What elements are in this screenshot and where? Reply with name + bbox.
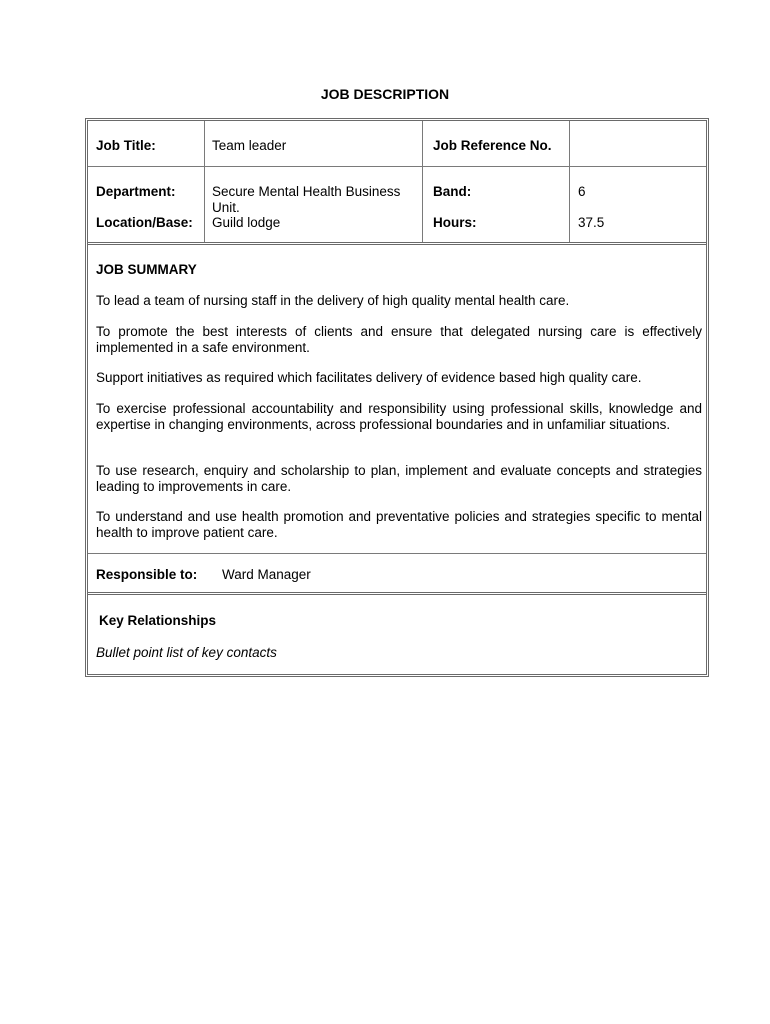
summary-paragraph: Support initiatives as required which facilitates delivery of evidence based high quality care. — [96, 370, 642, 385]
section-divider — [88, 242, 706, 245]
job-title-label: Job Title: — [96, 138, 156, 153]
responsible-to-label: Responsible to: — [96, 567, 198, 582]
department-value — [212, 184, 400, 215]
job-reference-label: Job Reference No. — [433, 138, 552, 153]
summary-paragraph: To promote the best interests of clients and ensure that delegated nursing care is effectively implemented in a safe environment. — [96, 324, 702, 355]
job-description-table — [85, 118, 709, 677]
job-summary-heading: JOB SUMMARY — [96, 262, 197, 277]
department-label: Department: — [96, 184, 176, 199]
key-relationships-heading: Key Relationships — [99, 613, 217, 628]
key-contacts-note: Bullet point list of key contacts — [96, 645, 277, 660]
responsible-to-value: Ward Manager — [222, 567, 311, 582]
band-value: 6 — [578, 184, 586, 199]
location-label: Location/Base: — [96, 215, 193, 230]
summary-paragraph: To exercise professional accountability and responsibility using professional skills, knowledge and expertise in changing environments, across professional boundaries and in unfamiliar situations. — [96, 401, 702, 432]
summary-paragraph: To understand and use health promotion and preventative policies and strategies specific to mental health to improve patient care. — [96, 509, 702, 540]
department-value-line-2: Unit. — [212, 199, 240, 215]
summary-paragraph: To use research, enquiry and scholarship to plan, implement and evaluate concepts and strategies leading to improvements in care. — [96, 463, 702, 494]
hours-value: 37.5 — [578, 215, 605, 230]
hours-label: Hours: — [433, 215, 477, 230]
row-divider — [88, 166, 706, 167]
column-divider — [569, 121, 570, 243]
row-divider — [88, 553, 706, 554]
summary-paragraph: To lead a team of nursing staff in the delivery of high quality mental health care. — [96, 293, 570, 308]
department-value-line-1: Secure Mental Health Business — [212, 184, 401, 199]
job-title-value: Team leader — [212, 138, 287, 153]
column-divider — [204, 121, 205, 243]
section-divider — [88, 592, 706, 595]
band-label: Band: — [433, 184, 472, 199]
column-divider — [422, 121, 423, 243]
location-value: Guild lodge — [212, 215, 281, 230]
document-title: JOB DESCRIPTION — [320, 86, 450, 102]
